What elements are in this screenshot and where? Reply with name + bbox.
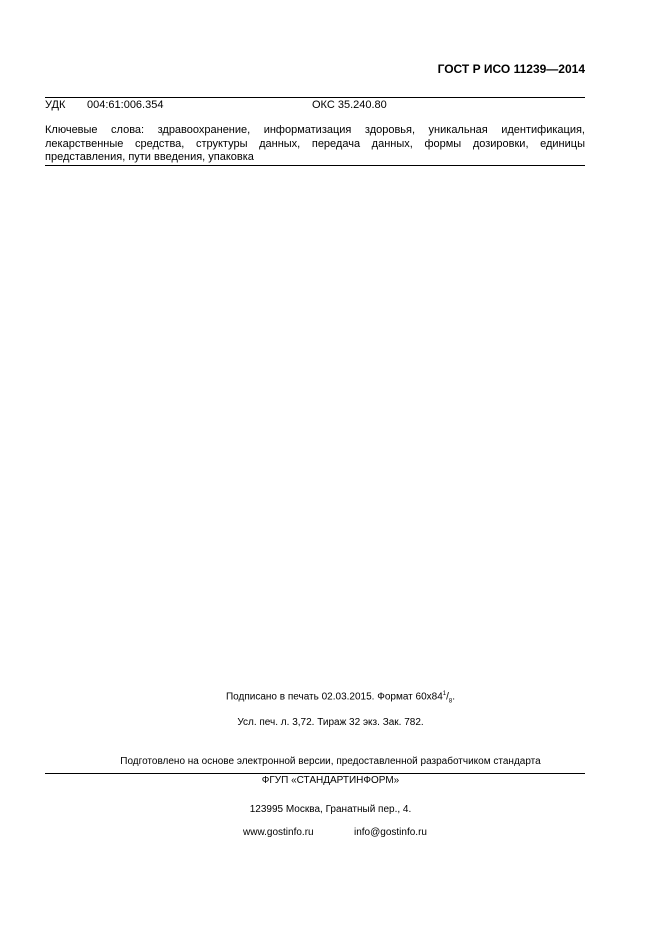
- publisher-address: 123995 Москва, Гранатный пер., 4.: [249, 804, 412, 815]
- format-numerator: 1: [442, 691, 447, 697]
- signed-text: Подписано в печать 02.03.2015. Формат 60x84: [225, 691, 443, 703]
- udk-value: 004:61:006.354: [87, 99, 164, 111]
- standard-code: ГОСТ Р ИСО 11239—2014: [437, 62, 585, 76]
- keywords-divider: [45, 165, 585, 166]
- website-link[interactable]: www.gostinfo.ru: [243, 827, 314, 838]
- prepared-note: Подготовлено на основе электронной версии, предоставленной разработчиком стандарта: [120, 756, 541, 767]
- keywords-paragraph: Ключевые слова: здравоохранение, информатизация здоровья, уникальная идентификация, лекарственные средства, структуры данных, передача данных, формы дозировки, единицы представления, пути введения, упаковка: [45, 124, 585, 163]
- top-divider: [45, 97, 585, 98]
- format-denominator: 8: [448, 698, 453, 705]
- bottom-divider: [45, 773, 585, 774]
- email-link[interactable]: info@gostinfo.ru: [354, 827, 427, 838]
- oks-value: ОКС 35.240.80: [312, 99, 387, 111]
- signed-for-print: Подписано в печать 02.03.2015. Формат $60x84^1/_8$.: [225, 691, 456, 705]
- udk-label: УДК: [45, 99, 66, 111]
- format-fraction: $^1/_8$: [442, 691, 453, 705]
- print-info: Усл. печ. л. 3,72. Тираж 32 экз. Зак. 782.: [237, 717, 424, 728]
- contact-links: [243, 827, 427, 838]
- publisher-name: ФГУП «СТАНДАРТИНФОРМ»: [261, 775, 400, 786]
